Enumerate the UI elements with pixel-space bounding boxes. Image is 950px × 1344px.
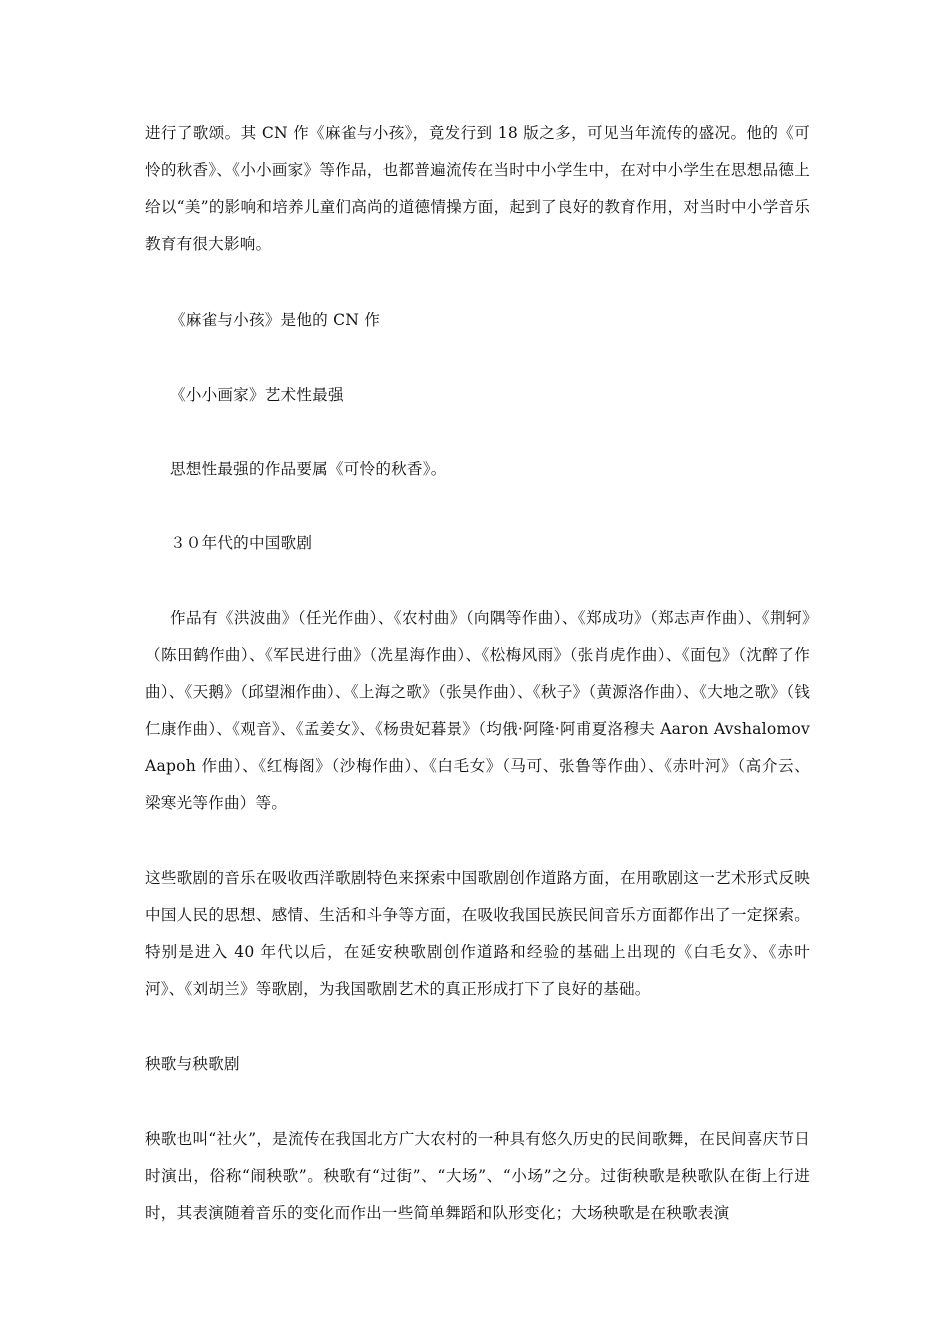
section-heading-yangge: 秧歌与秧歌剧 (145, 1055, 240, 1073)
paragraph-intro: 进行了歌颂。其 CN 作《麻雀与小孩》，竟发行到 18 版之多，可见当年流传的盛况。他的《可怜的秋香》、《小小画家》等作品，也都普遍流传在当时中小学生中，在对中小学生在思想品德上给以“美”的影响和培养儿童们高尚的道德情操方面，起到了良好的教育作用，对当时中小学音乐教育有很大影响。 (145, 124, 810, 253)
section-heading-1930s-opera: ３０年代的中国歌剧 (170, 534, 313, 552)
paragraph-yangge-description: 秧歌也叫“社火”，是流传在我国北方广大农村的一种具有悠久历史的民间歌舞，在民间喜庆节日时演出，俗称“闹秧歌”。秧歌有“过街”、“大场”、“小场”之分。过街秧歌是秧歌队在街上行进时，其表演随着音乐的变化而作出一些简单舞蹈和队形变化；大场秧歌是在秧歌表演 (145, 1130, 810, 1222)
paragraph-opera-exploration: 这些歌剧的音乐在吸收西洋歌剧特色来探索中国歌剧创作道路方面，在用歌剧这一艺术形式反映中国人民的思想、感情、生活和斗争等方面，在吸收我国民族民间音乐方面都作出了一定探索。特别是进入 40 年代以后，在延安秧歌剧创作道路和经验的基础上出现的《白毛女》、《赤叶河》、《刘胡兰》等歌剧，为我国歌剧艺术的真正形成打下了良好的基础。 (145, 869, 810, 998)
paragraph-cn-work: 《麻雀与小孩》是他的 CN 作 (170, 311, 381, 329)
paragraph-most-ideological: 思想性最强的作品要属《可怜的秋香》。 (170, 460, 447, 478)
paragraph-works-list: 作品有《洪波曲》（任光作曲）、《农村曲》（向隅等作曲）、《郑成功》（郑志声作曲）、《荆轲》（陈田鹤作曲）、《军民进行曲》（冼星海作曲）、《松梅风雨》（张肖虎作曲）、《面包》（沈醉了作曲）、《天鹅》（邱望湘作曲）、《上海之歌》（张昊作曲）、《秋子》（黄源洛作曲）、《大地之歌》（钱仁康作曲）、《观音》、《孟姜女》、《杨贵妃暮景》（均俄·阿隆·阿甫夏洛穆夫 Aaron Avshalomov Aapoh 作曲）、《红梅阁》（沙梅作曲）、《白毛女》（马可、张鲁等作曲）、《赤叶河》（高介云、梁寒光等作曲）等。 (145, 609, 810, 812)
paragraph-most-artistic: 《小小画家》艺术性最强 (170, 386, 344, 404)
